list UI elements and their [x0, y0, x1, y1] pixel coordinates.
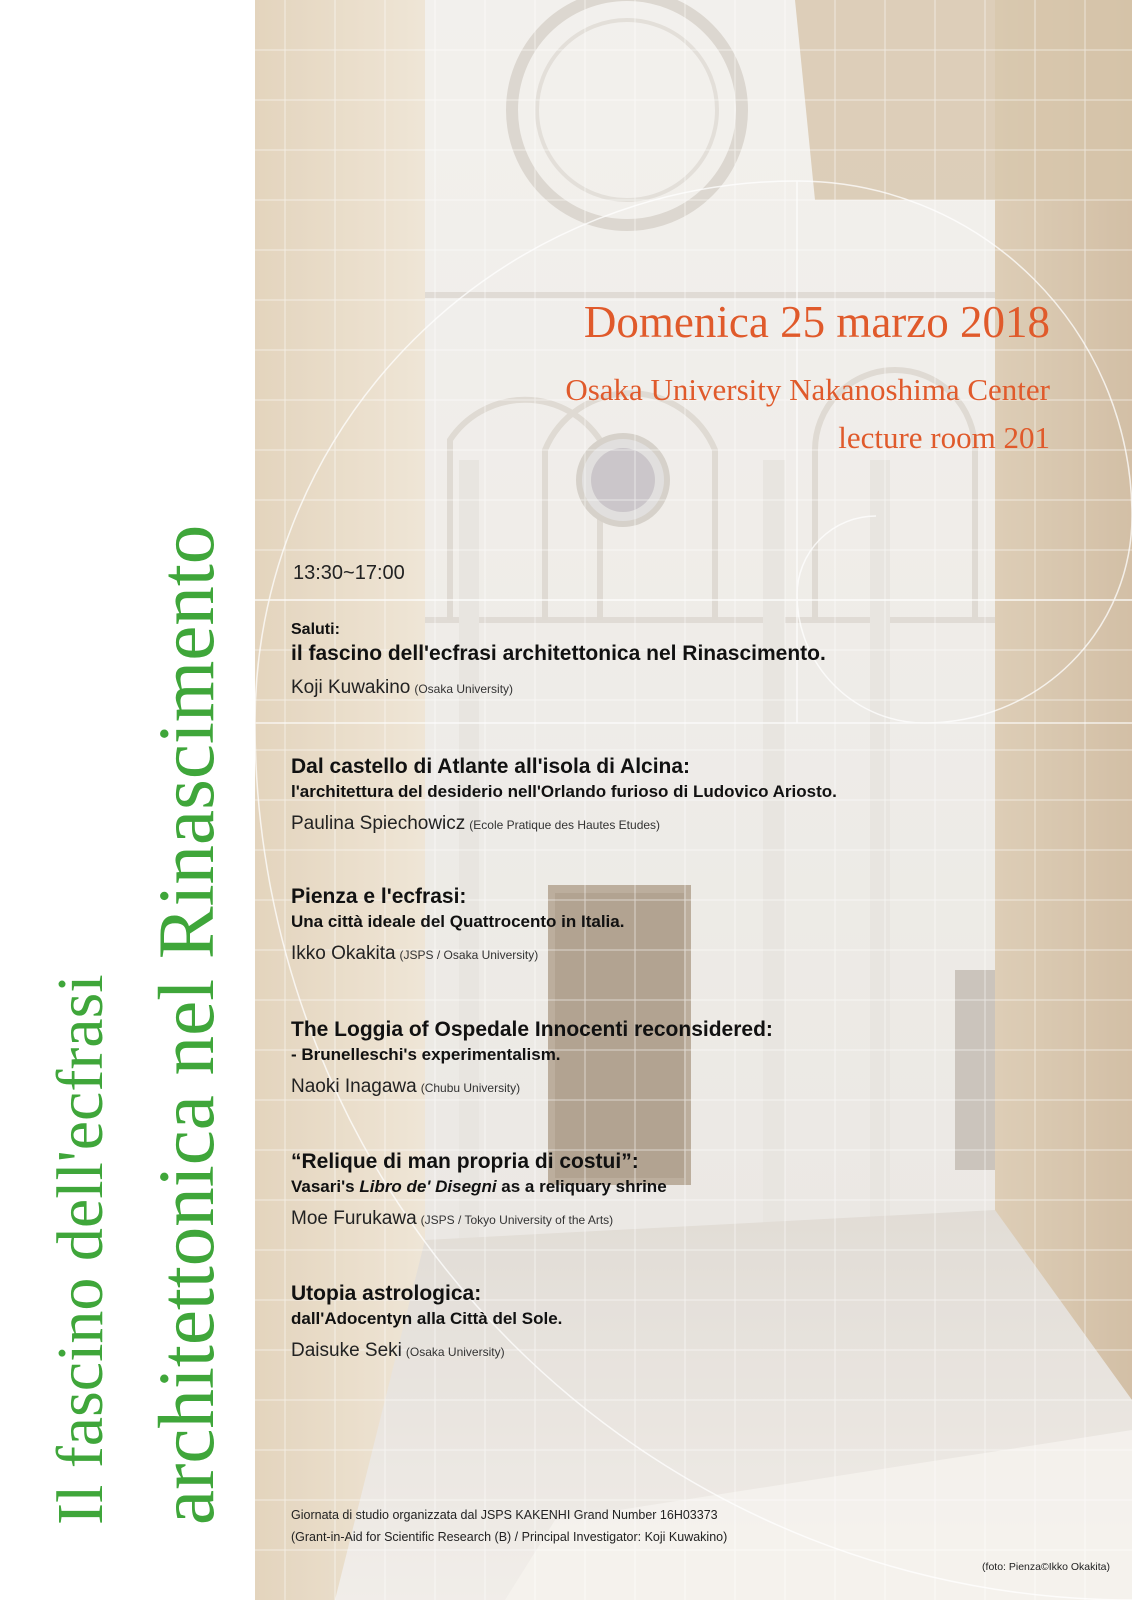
event-venue: Osaka University Nakanoshima Center: [565, 372, 1050, 407]
speaker-affiliation: (JSPS / Osaka University): [399, 948, 539, 963]
session-speaker: [291, 677, 1091, 699]
session-subtitle: [291, 1176, 1091, 1198]
speaker-affiliation: (Osaka University): [414, 682, 514, 697]
session-speaker: [291, 1340, 1091, 1362]
session-5: [291, 1149, 1091, 1230]
session-speaker: [291, 1076, 1091, 1098]
session-label: Saluti:: [291, 621, 340, 638]
speaker-name: Moe Furukawa: [291, 1208, 417, 1230]
session-1: [291, 620, 1091, 699]
photo-credit: (foto: Pienza©Ikko Okakita): [982, 1561, 1110, 1573]
speaker-name: Daisuke Seki: [291, 1340, 402, 1362]
speaker-affiliation: (Ecole Pratique des Hautes Etudes): [469, 818, 661, 833]
title-line-2: architettonica nel Rinascimento: [144, 524, 231, 1525]
footer-line-2: (Grant-in-Aid for Scientific Research (B) / Principal Investigator: Koji Kuwakino): [291, 1529, 728, 1544]
session-speaker: [291, 943, 1091, 965]
speaker-name: Ikko Okakita: [291, 943, 396, 965]
speaker-name: Koji Kuwakino: [291, 677, 411, 699]
speaker-affiliation: (JSPS / Tokyo University of the Arts): [420, 1213, 614, 1228]
session-subtitle: Una città ideale del Quattrocento in Italia.: [291, 912, 625, 932]
session-title: il fascino dell'ecfrasi architettonica nel Rinascimento.: [291, 642, 826, 666]
event-room: lecture room 201: [838, 420, 1050, 455]
session-6: [291, 1281, 1091, 1362]
subtitle-prefix: Vasari's: [291, 1177, 360, 1197]
footer-line-1: Giornata di studio organizzata dal JSPS KAKENHI Grand Number 16H03373: [291, 1508, 718, 1522]
title-line-1: Il fascino dell'ecfrasi: [44, 974, 117, 1525]
subtitle-italic: Libro de' Disegni: [359, 1177, 497, 1197]
session-title: Utopia astrologica:: [291, 1282, 482, 1305]
program-content: [255, 0, 1132, 1600]
event-time: 13:30~17:00: [293, 562, 405, 584]
speaker-name: Naoki Inagawa: [291, 1076, 417, 1098]
speaker-affiliation: (Osaka University): [405, 1345, 505, 1360]
session-subtitle: dall'Adocentyn alla Città del Sole.: [291, 1309, 563, 1329]
session-title: “Relique di man propria di costui”:: [291, 1150, 639, 1173]
session-2: [291, 754, 1091, 835]
session-subtitle: - Brunelleschi's experimentalism.: [291, 1045, 561, 1065]
session-title: Pienza e l'ecfrasi:: [291, 885, 467, 908]
title-band: [0, 0, 255, 1600]
session-speaker: [291, 813, 1091, 835]
session-subtitle: l'architettura del desiderio nell'Orlando furioso di Ludovico Ariosto.: [291, 782, 837, 802]
session-4: [291, 1017, 1091, 1098]
session-title: The Loggia of Ospedale Innocenti reconsidered:: [291, 1018, 773, 1041]
speaker-name: Paulina Spiechowicz: [291, 813, 466, 835]
session-3: [291, 884, 1091, 965]
footer-funding: [291, 1505, 727, 1549]
event-date: Domenica 25 marzo 2018: [583, 297, 1050, 347]
session-speaker: [291, 1208, 1091, 1230]
subtitle-suffix: as a reliquary shrine: [496, 1177, 667, 1197]
speaker-affiliation: (Chubu University): [420, 1081, 521, 1096]
session-title: Dal castello di Atlante all'isola di Alcina:: [291, 755, 691, 778]
